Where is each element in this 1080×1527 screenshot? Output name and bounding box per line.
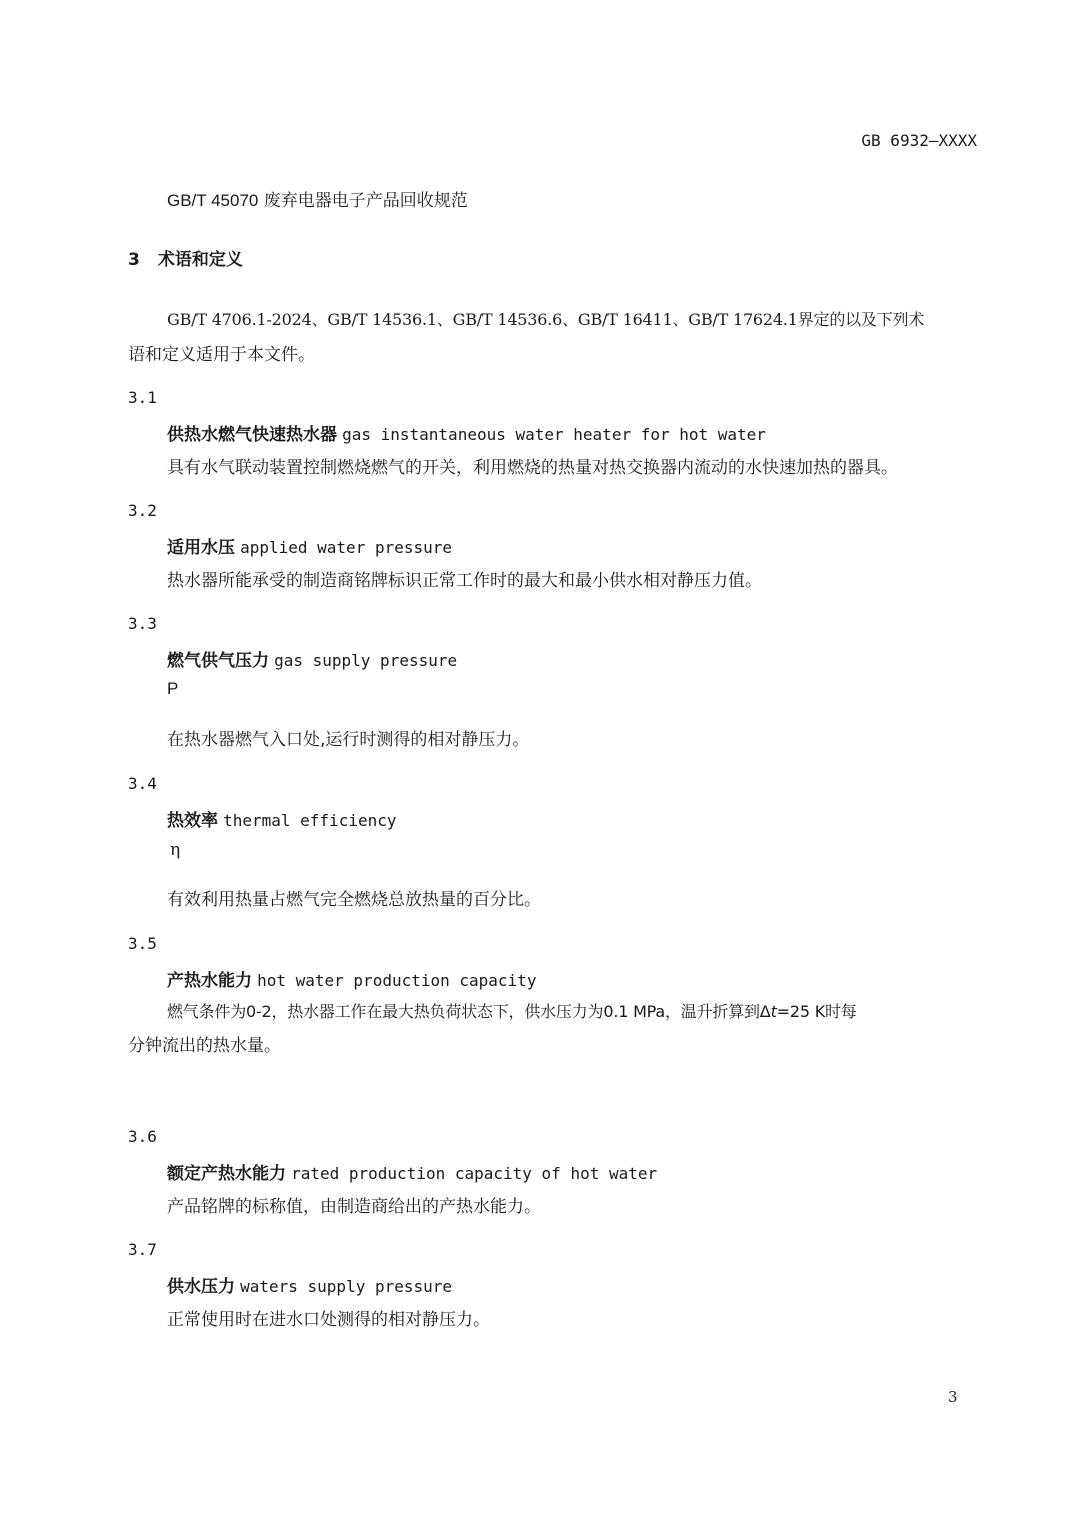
term-title-en: hot water production capacity bbox=[257, 971, 537, 990]
term-title-en: thermal efficiency bbox=[223, 811, 397, 830]
term-number: 3.2 bbox=[128, 501, 157, 520]
term-definition: 有效利用热量占燃气完全燃烧总放热量的百分比。 bbox=[167, 890, 541, 910]
term-title-zh: 适用水压 bbox=[167, 538, 235, 558]
term-title-zh: 供热水燃气快速热水器 bbox=[167, 425, 337, 445]
term-title-en: waters supply pressure bbox=[240, 1277, 453, 1296]
term-title-en: gas supply pressure bbox=[274, 651, 458, 670]
definition-text: 燃气条件为0-2，热水器工作在最大热负荷状态下，供水压力为0.1 MPa，温升折算到Δ bbox=[167, 1002, 771, 1021]
definition-text: =25 K时每 bbox=[776, 1002, 857, 1021]
term-title-zh: 供水压力 bbox=[167, 1277, 235, 1297]
term-title bbox=[167, 1159, 657, 1184]
section-number: 3 bbox=[128, 250, 140, 270]
reference-title: 废弃电器电子产品回收规范 bbox=[263, 191, 468, 211]
term-title bbox=[167, 533, 452, 558]
delta-t-variable: t bbox=[770, 1002, 777, 1021]
term-title-en: gas instantaneous water heater for hot water bbox=[342, 425, 766, 444]
term-number: 3.7 bbox=[128, 1240, 157, 1259]
term-definition: 热水器所能承受的制造商铭牌标识正常工作时的最大和最小供水相对静压力值。 bbox=[167, 571, 762, 591]
term-definition: 在热水器燃气入口处,运行时测得的相对静压力。 bbox=[167, 730, 530, 750]
section-intro-line2: 语和定义适用于本文件。 bbox=[128, 345, 315, 365]
term-number: 3.1 bbox=[128, 388, 157, 407]
term-definition: 产品铭牌的标称值，由制造商给出的产热水能力。 bbox=[167, 1197, 541, 1217]
section-intro-line1: GB/T 4706.1-2024、GB/T 14536.1、GB/T 14536.6、GB/T 16411、GB/T 17624.1界定的以及下列术 bbox=[167, 310, 925, 329]
term-title-zh: 燃气供气压力 bbox=[167, 651, 269, 671]
term-title-en: applied water pressure bbox=[240, 538, 453, 557]
term-symbol: η bbox=[170, 840, 181, 860]
term-title-zh: 产热水能力 bbox=[167, 971, 252, 991]
term-number: 3.6 bbox=[128, 1127, 157, 1146]
reference-entry bbox=[167, 186, 468, 211]
section-heading bbox=[128, 245, 243, 270]
section-title: 术语和定义 bbox=[157, 250, 243, 270]
term-title-en: rated production capacity of hot water bbox=[291, 1164, 658, 1183]
term-number: 3.5 bbox=[128, 934, 157, 953]
document-number: GB 6932—XXXX bbox=[861, 131, 977, 150]
term-title bbox=[167, 420, 766, 445]
term-definition: 正常使用时在进水口处测得的相对静压力。 bbox=[167, 1310, 490, 1330]
term-number: 3.4 bbox=[128, 774, 157, 793]
term-definition: 具有水气联动装置控制燃烧燃气的开关，利用燃烧的热量对热交换器内流动的水快速加热的器具。 bbox=[167, 458, 898, 478]
reference-code: GB/T 45070 bbox=[167, 191, 259, 210]
term-title-zh: 热效率 bbox=[167, 811, 218, 831]
term-title bbox=[167, 806, 396, 831]
term-title-zh: 额定产热水能力 bbox=[167, 1164, 286, 1184]
term-title bbox=[167, 1272, 452, 1297]
term-number: 3.3 bbox=[128, 614, 157, 633]
term-definition-line1 bbox=[167, 999, 857, 1022]
term-symbol: P bbox=[167, 679, 179, 698]
page-number: 3 bbox=[948, 1388, 958, 1406]
term-title bbox=[167, 966, 536, 991]
term-title bbox=[167, 646, 457, 671]
term-definition-line2: 分钟流出的热水量。 bbox=[128, 1036, 281, 1056]
